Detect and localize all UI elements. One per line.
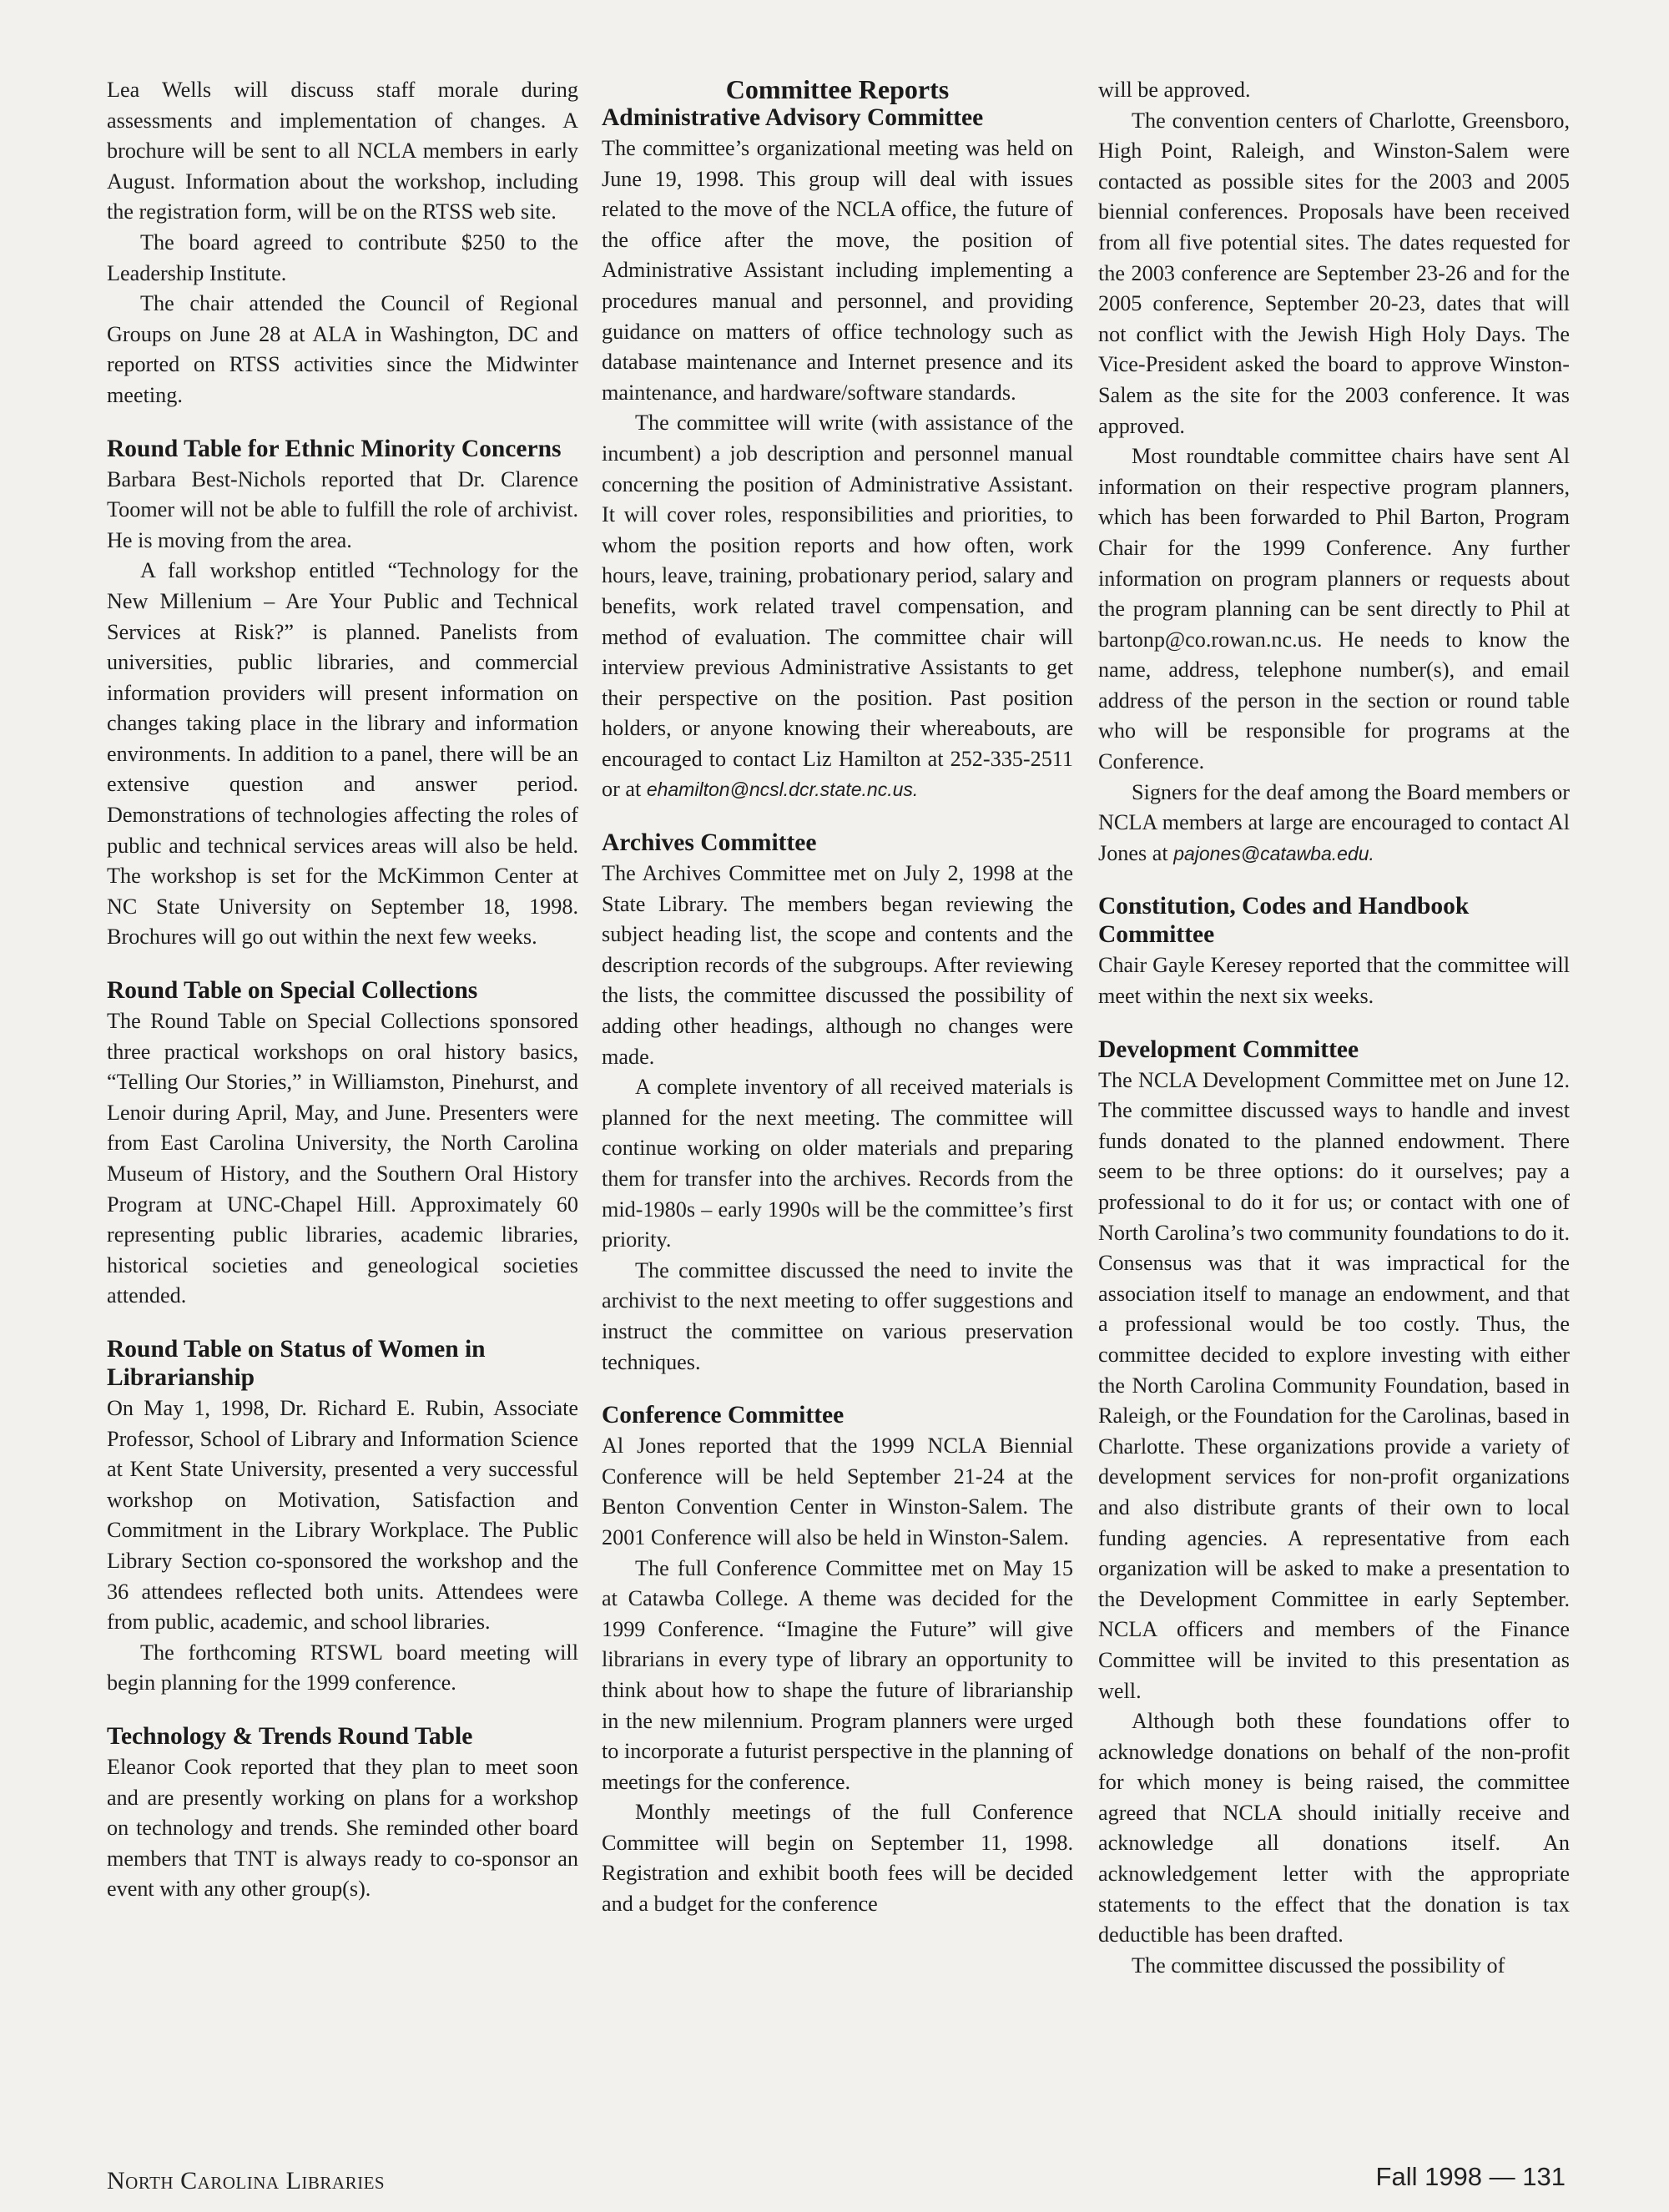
archives-paragraph-2: A complete inventory of all received materials is planned for the next meeting. The committee will continue working on older materials and preparing them for transfer into the archives. Records from the mid-1980s – early 1990s will be the committee’s first priority. — [602, 1075, 1073, 1252]
hamilton-email: ehamilton@ncsl.dcr.state.nc.us. — [646, 778, 919, 801]
status-of-women-paragraph-2: The forthcoming RTSWL board meeting will begin planning for the 1999 conference. — [107, 1640, 578, 1696]
conference-continued-paragraph-4 — [1098, 778, 1570, 869]
administrative-advisory-heading: Administrative Advisory Committee — [602, 104, 984, 131]
conference-continued-paragraph-1: will be approved. — [1098, 78, 1251, 102]
development-paragraph-3: The committee discussed the possibility of — [1132, 1953, 1505, 1978]
conference-continued-paragraph-2: The convention centers of Charlotte, Greensboro, High Point, Raleigh, and Winston-Salem were contacted as possible sites for the 2003 and 2005 biennial conferences. Proposals have been received from all five potential sites. The dates requested for the 2003 conference are September 23-26 and for the 2005 conference, September 20-23, dates that will not conflict with the Jewish High Holy Days. The Vice-President asked the board to approve Winston-Salem as the site for the 2003 conference. It was approved. — [1098, 108, 1570, 438]
archives-heading: Archives Committee — [602, 829, 817, 857]
ethnic-minority-paragraph-2: A fall workshop entitled “Technology for the New Millenium – Are Your Public and Technical Services at Risk?” is planned. Panelists from universities, public libraries, and commercial information providers will present information on changes taking place in the library and information environments. In addition to a panel, there will be an extensive question and answer period. Demonstrations of technologies affecting the roles of public and technical services areas will also be held. The workshop is set for the McKimmon Center at NC State University on September 18, 1998. Brochures will go out within the next few weeks. — [107, 558, 578, 950]
conference-paragraph-1: Al Jones reported that the 1999 NCLA Biennial Conference will be held September 21-24 at the Benton Convention Center in Winston-Salem. The 2001 Conference will also be held in Winston-Salem. — [602, 1434, 1073, 1549]
signers-text: Signers for the deaf among the Board members or NCLA members at large are encouraged to contact Al Jones at — [1098, 779, 1570, 865]
conference-heading: Conference Committee — [602, 1402, 845, 1429]
constitution-codes-heading: Constitution, Codes and Handbook Committee — [1098, 893, 1470, 949]
status-of-women-heading: Round Table on Status of Women in Librarianship — [107, 1335, 486, 1391]
footer-issue-page: Fall 1998 — 131 — [1375, 2162, 1566, 2191]
technology-trends-heading: Technology & Trends Round Table — [107, 1722, 473, 1750]
right-column — [1098, 75, 1570, 1981]
footer-publication-name: North Carolina Libraries — [107, 2167, 386, 2194]
middle-column — [602, 75, 1073, 1920]
conference-paragraph-3: Monthly meetings of the full Conference Committee will begin on September 11, 1998. Registration and exhibit booth fees will be decided and a budget for the conference — [602, 1800, 1073, 1917]
technology-trends-paragraph: Eleanor Cook reported that they plan to meet soon and are presently working on plans for a workshop on technology and trends. She reminded other board members that TNT is always ready to co-sponsor an event with any other group(s). — [107, 1754, 578, 1902]
administrative-advisory-paragraph-1: The committee’s organizational meeting was held on June 19, 1998. This group will deal with issues related to the move of the NCLA office, the future of the office after the move, the position of Administrative Assistant including implementing a procedures manual and personnel, and providing guidance on matters of office technology such as database maintenance and Internet presence and its maintenance, and hardware/software standards. — [602, 136, 1073, 405]
development-paragraph-2: Although both these foundations offer to acknowledge donations on behalf of the non-profit for which money is being raised, the committee agreed that NCLA should initially receive and acknowledge all donations itself. An acknowledgement letter with the appropriate statements to the effect that the donation is tax deductible has been drafted. — [1098, 1709, 1570, 1947]
intro-paragraph-1: Lea Wells will discuss staff morale during assessments and implementation of changes. A brochure will be sent to all NCLA members in early August. Information about the workshop, including the registration form, will be on the RTSS web site. — [107, 78, 578, 224]
development-heading: Development Committee — [1098, 1035, 1359, 1063]
ethnic-minority-heading: Round Table for Ethnic Minority Concerns — [107, 435, 562, 462]
intro-paragraph-2: The board agreed to contribute $250 to the Leadership Institute. — [107, 229, 578, 285]
status-of-women-paragraph-1: On May 1, 1998, Dr. Richard E. Rubin, Associate Professor, School of Library and Information Science at Kent State University, presented a very successful workshop on Motivation, Satisfaction and Commitment in the Library Workplace. The Public Library Section co-sponsored the workshop and the 36 attendees reflected both units. Attendees were from public, academic, and school libraries. — [107, 1395, 578, 1635]
conference-continued-paragraph-3: Most roundtable committee chairs have sent Al information on their respective program planners, which has been forwarded to Phil Barton, Program Chair for the 1999 Conference. Any further information on program planners or requests about the program planning can be sent directly to Phil at bartonp@co.rowan.nc.us. He needs to know the name, address, telephone number(s), and email address of the person in the section or round table who will be responsible for programs at the Conference. — [1098, 444, 1570, 774]
jones-email: pajones@catawba.edu. — [1173, 842, 1374, 864]
administrative-advisory-paragraph-2 — [602, 408, 1073, 805]
ethnic-minority-paragraph-1: Barbara Best-Nichols reported that Dr. Clarence Toomer will not be able to fulfill the role of archivist. He is moving from the area. — [107, 466, 578, 552]
intro-paragraph-3: The chair attended the Council of Regional Groups on June 28 at ALA in Washington, DC and reported on RTSS activities since the Midwinter meeting. — [107, 291, 578, 407]
special-collections-paragraph: The Round Table on Special Collections sponsored three practical workshops on oral history basics, “Telling Our Stories,” in Williamston, Pinehurst, and Lenoir during April, May, and June. Presenters were from East Carolina University, the North Carolina Museum of History, and the Southern Oral History Program at UNC-Chapel Hill. Approximately 60 representing public libraries, academic libraries, historical societies and geneological societies attended. — [107, 1009, 578, 1308]
conference-paragraph-2: The full Conference Committee met on May 15 at Catawba College. A theme was decided for the 1999 Conference. “Imagine the Future” will give librarians in every type of library an opportunity to think about how to shape the future of librarianship in the new milennium. Program planners were urged to incorporate a futurist perspective in the planning of meetings for the conference. — [602, 1555, 1073, 1794]
committee-reports-title: Committee Reports — [725, 74, 950, 104]
constitution-codes-paragraph: Chair Gayle Keresey reported that the committee will meet within the next six weeks. — [1098, 953, 1570, 1009]
special-collections-heading: Round Table on Special Collections — [107, 977, 478, 1005]
development-paragraph-1: The NCLA Development Committee met on June 12. The committee discussed ways to handle and invest funds donated to the planned endowment. There seem to be three options: do it ourselves; pay a professional to do it for us; or contact with one of North Carolina’s two community foundations to do it. Consensus was that it was impractical for the association itself to manage an endowment, and that a professional would be too costly. Thus, the committee decided to explore investing with either the North Carolina Community Foundation, based in Raleigh, or the Foundation for the Carolinas, based in Charlotte. These organizations provide a variety of development services for non-profit organizations and also distribute grants of their own to local funding agencies. A representative from each organization will be asked to make a presentation to the Development Committee in early September. NCLA officers and members of the Finance Committee will be invited to this presentation as well. — [1098, 1067, 1570, 1703]
archives-paragraph-3: The committee discussed the need to invite the archivist to the next meeting to offer suggestions and instruct the committee on various preservation techniques. — [602, 1257, 1073, 1374]
archives-paragraph-1: The Archives Committee met on July 2, 1998 at the State Library. The members began reviewing the subject heading list, the scope and contents and the description records of the subgroups. After reviewing the lists, the committee discussed the possibility of adding other headings, although no changes were made. — [602, 861, 1073, 1069]
administrative-advisory-text: The committee will write (with assistance of the incumbent) a job description and personnel manual concerning the position of Administrative Assistant. It will cover roles, responsibilities and priorities, to whom the position reports and how often, work hours, leave, training, probationary period, salary and benefits, work related travel compensation, and method of evaluation. The committee chair will interview previous Administrative Assistants to get their perspective on the position. Past position holders, or anyone knowing their whereabouts, are encouraged to contact Liz Hamilton at 252-335-2511 or at — [602, 411, 1073, 802]
left-column — [107, 75, 578, 1905]
